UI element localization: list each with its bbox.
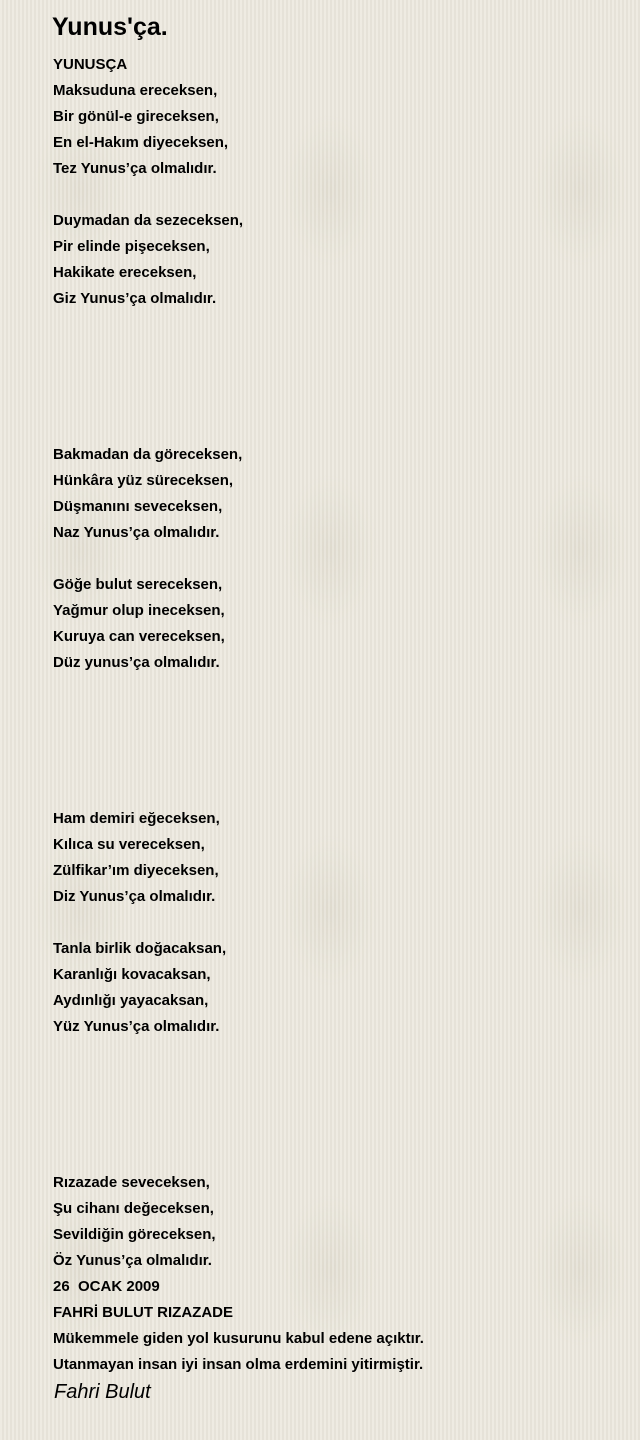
- stanza-1: [53, 78, 613, 182]
- closing-line: Mükemmele giden yol kusurunu kabul edene açıktır.: [53, 1330, 424, 1347]
- stanza-2: [53, 208, 613, 312]
- poem-line: Bakmadan da göreceksen,: [53, 446, 243, 463]
- poem-signature: FAHRİ BULUT RIZAZADE: [53, 1304, 233, 1321]
- poem-line: Öz Yunus’ça olmalıdır.: [53, 1252, 212, 1269]
- poem-line: Tez Yunus’ça olmalıdır.: [53, 160, 217, 177]
- stanza-gap: [53, 910, 613, 936]
- stanza-7: [53, 1170, 613, 1274]
- section-gap: [53, 1040, 613, 1170]
- poem-line: Hünkâra yüz süreceksen,: [53, 472, 234, 489]
- poem-date: 26 OCAK 2009: [53, 1278, 160, 1295]
- section-gap: [53, 676, 613, 806]
- poem-title: Yunus'ça.: [52, 13, 168, 41]
- poem-line: Göğe bulut sereceksen,: [53, 576, 223, 593]
- stanza-gap: [53, 182, 613, 208]
- poem-line: Hakikate ereceksen,: [53, 264, 197, 281]
- author-name: Fahri Bulut: [54, 1381, 151, 1403]
- poem-heading: YUNUSÇA: [53, 56, 128, 73]
- poem-line: Giz Yunus’ça olmalıdır.: [53, 290, 217, 307]
- stanza-5: [53, 806, 613, 910]
- poem-line: Tanla birlik doğacaksan,: [53, 940, 227, 957]
- poem-line: Kuruya can vereceksen,: [53, 628, 225, 645]
- stanza-gap: [53, 546, 613, 572]
- poem-line: Maksuduna ereceksen,: [53, 82, 218, 99]
- poem-line: Diz Yunus’ça olmalıdır.: [53, 888, 216, 905]
- section-gap: [53, 312, 613, 442]
- stanza-4: [53, 572, 613, 676]
- poem-line: Zülfikar’ım diyeceksen,: [53, 862, 219, 879]
- poem-line: Düşmanını seveceksen,: [53, 498, 223, 515]
- poem-line: Yağmur olup ineceksen,: [53, 602, 225, 619]
- poem-line: Şu cihanı değeceksen,: [53, 1200, 214, 1217]
- poem-line: En el-Hakım diyeceksen,: [53, 134, 229, 151]
- poem-line: Aydınlığı yayacaksan,: [53, 992, 209, 1009]
- stanza-6: [53, 936, 613, 1040]
- poem-line: Yüz Yunus’ça olmalıdır.: [53, 1018, 220, 1035]
- poem-line: Ham demiri eğeceksen,: [53, 810, 220, 827]
- poem-line: Pir elinde pişeceksen,: [53, 238, 210, 255]
- poem-line: Kılıca su vereceksen,: [53, 836, 205, 853]
- stanza-3: [53, 442, 613, 546]
- poem-line: Duymadan da sezeceksen,: [53, 212, 244, 229]
- poem-body: [53, 52, 613, 1378]
- closing-line: Utanmayan insan iyi insan olma erdemini yitirmiştir.: [53, 1356, 424, 1373]
- poem-line: Bir gönül-e gireceksen,: [53, 108, 219, 125]
- poem-line: Rızazade seveceksen,: [53, 1174, 210, 1191]
- poem-line: Düz yunus’ça olmalıdır.: [53, 654, 220, 671]
- poem-line: Sevildiğin göreceksen,: [53, 1226, 216, 1243]
- poem-line: Karanlığı kovacaksan,: [53, 966, 211, 983]
- poem-line: Naz Yunus’ça olmalıdır.: [53, 524, 220, 541]
